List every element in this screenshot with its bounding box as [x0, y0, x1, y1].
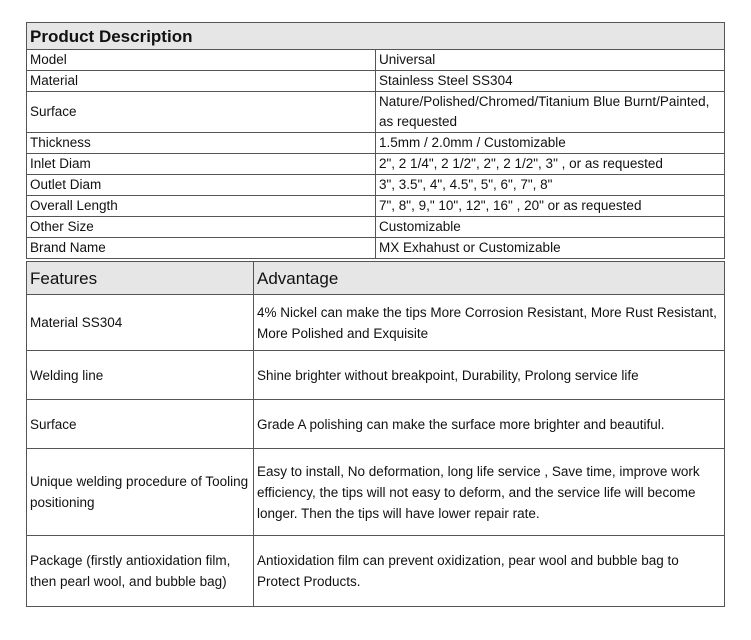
row-value-brand-name: MX Exhahust or Customizable — [376, 238, 725, 259]
features-advantage-table — [26, 261, 725, 607]
feature-cell: Material SS304 — [27, 295, 254, 351]
row-label-inlet-diam: Inlet Diam — [27, 154, 376, 175]
feature-cell: Surface — [27, 400, 254, 449]
row-value-outlet-diam: 3", 3.5", 4", 4.5", 5", 6", 7", 8" — [376, 175, 725, 196]
advantage-cell: 4% Nickel can make the tips More Corrosion Resistant, More Rust Resistant, More Polished and Exquisite — [254, 295, 725, 351]
advantage-cell: Antioxidation film can prevent oxidization, pear wool and bubble bag to Protect Products. — [254, 536, 725, 607]
features-header: Features — [27, 262, 254, 295]
table-row — [27, 400, 725, 449]
row-value-inlet-diam: 2", 2 1/4", 2 1/2", 2", 2 1/2", 3" , or as requested — [376, 154, 725, 175]
row-label-material: Material — [27, 71, 376, 92]
row-label-thickness: Thickness — [27, 133, 376, 154]
table-row — [27, 92, 725, 133]
table-row — [27, 238, 725, 259]
row-label-surface: Surface — [27, 92, 376, 133]
row-value-model: Universal — [376, 50, 725, 71]
product-description-header-row — [27, 23, 725, 50]
features-header-row — [27, 262, 725, 295]
product-description-table — [26, 22, 725, 259]
table-row — [27, 71, 725, 92]
advantage-cell: Easy to install, No deformation, long life service , Save time, improve work efficiency, the tips will not easy to deform, and the service life will become longer. Then the tips will have lower repair rate. — [254, 449, 725, 536]
row-label-other-size: Other Size — [27, 217, 376, 238]
row-label-brand-name: Brand Name — [27, 238, 376, 259]
advantage-cell: Shine brighter without breakpoint, Durability, Prolong service life — [254, 351, 725, 400]
table-row — [27, 449, 725, 536]
feature-cell: Unique welding procedure of Tooling positioning — [27, 449, 254, 536]
table-row — [27, 217, 725, 238]
row-label-model: Model — [27, 50, 376, 71]
feature-cell: Package (firstly antioxidation film, then pearl wool, and bubble bag) — [27, 536, 254, 607]
table-row — [27, 536, 725, 607]
row-label-overall-length: Overall Length — [27, 196, 376, 217]
table-row — [27, 351, 725, 400]
feature-cell: Welding line — [27, 351, 254, 400]
table-row — [27, 295, 725, 351]
table-row — [27, 175, 725, 196]
advantage-cell: Grade A polishing can make the surface more brighter and beautiful. — [254, 400, 725, 449]
advantage-header: Advantage — [254, 262, 725, 295]
row-value-surface: Nature/Polished/Chromed/Titanium Blue Burnt/Painted, as requested — [376, 92, 725, 133]
row-value-thickness: 1.5mm / 2.0mm / Customizable — [376, 133, 725, 154]
table-row — [27, 50, 725, 71]
table-row — [27, 154, 725, 175]
product-description-title: Product Description — [27, 23, 725, 50]
row-value-overall-length: 7", 8", 9," 10", 12", 16" , 20" or as requested — [376, 196, 725, 217]
row-value-material: Stainless Steel SS304 — [376, 71, 725, 92]
table-row — [27, 133, 725, 154]
row-value-other-size: Customizable — [376, 217, 725, 238]
table-row — [27, 196, 725, 217]
row-label-outlet-diam: Outlet Diam — [27, 175, 376, 196]
